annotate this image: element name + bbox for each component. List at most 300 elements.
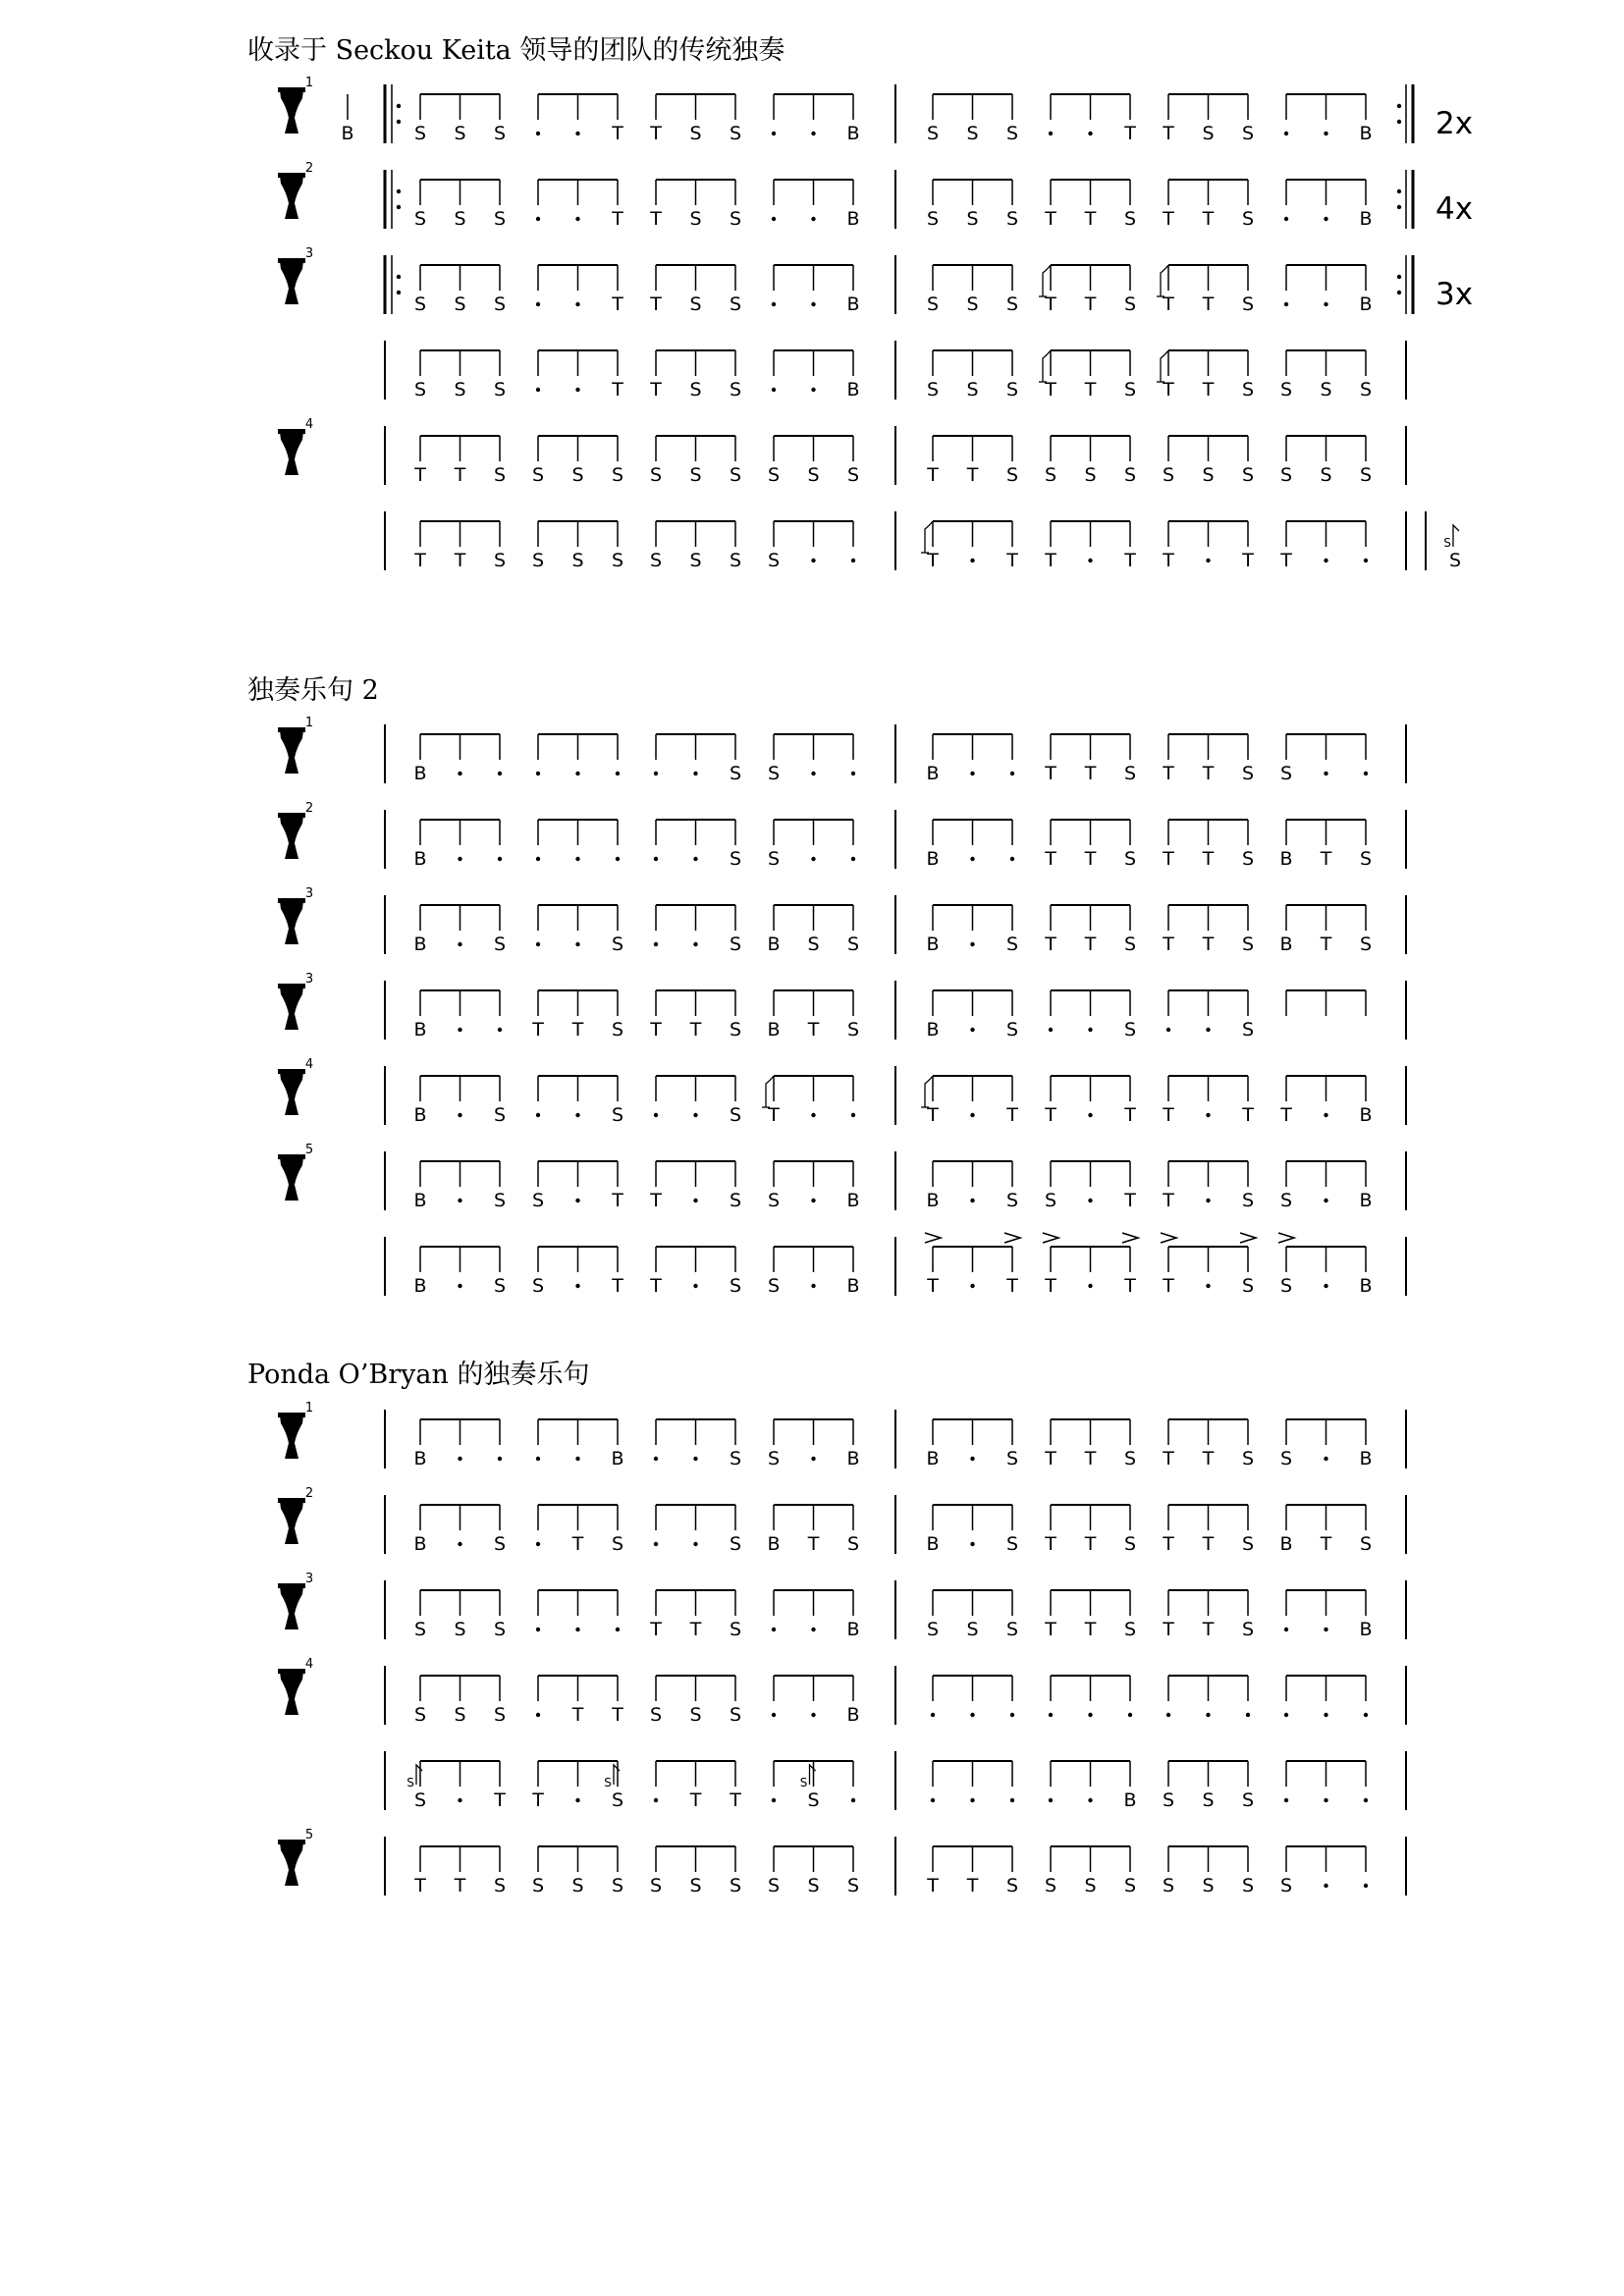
stroke-s: S: [767, 1190, 781, 1211]
stroke-s: S: [767, 763, 781, 784]
stroke-b: B: [926, 1448, 940, 1469]
stroke-s: S: [1084, 464, 1097, 486]
stroke-s: S: [493, 294, 507, 315]
stroke-s: S: [1241, 208, 1255, 230]
stroke-t: T: [1006, 550, 1018, 571]
stroke-t: T: [966, 1875, 979, 1896]
stroke-s: S: [1241, 934, 1255, 955]
rest-dot: [575, 1199, 579, 1202]
rest-dot: [1049, 1713, 1053, 1717]
rest-dot: [575, 302, 579, 306]
accent-mark: [1043, 1233, 1058, 1243]
stroke-s: S: [611, 464, 624, 486]
rest-dot: [536, 132, 540, 135]
stroke-s: S: [649, 550, 663, 571]
rest-dot: [1284, 1628, 1288, 1631]
stroke-s: S: [1005, 1875, 1019, 1896]
flam-s: S: [799, 1776, 808, 1789]
rest-dot: [1206, 1713, 1210, 1717]
djembe-drum-icon: [278, 898, 305, 944]
stroke-s: S: [1241, 1619, 1255, 1640]
djembe-drum-icon: [278, 1669, 305, 1715]
rest-dot: [1284, 1798, 1288, 1802]
djembe-drum-icon: [278, 1498, 305, 1544]
stroke-b: B: [341, 123, 354, 144]
stroke-t: T: [1045, 550, 1056, 571]
rest-dot: [1324, 1884, 1327, 1888]
stroke-b: B: [1123, 1789, 1137, 1811]
stroke-b: B: [846, 1704, 860, 1726]
stroke-t: T: [571, 1019, 584, 1041]
stroke-s: S: [1005, 1448, 1019, 1469]
rest-dot: [1364, 559, 1368, 562]
rest-dot: [851, 772, 855, 775]
stroke-s: S: [1005, 1533, 1019, 1555]
rest-dot: [772, 302, 776, 306]
rest-dot: [693, 1457, 697, 1461]
stroke-s: S: [1241, 123, 1255, 144]
rest-dot: [772, 1798, 776, 1802]
accent-mark: [1278, 1233, 1294, 1243]
rest-dot: [536, 1457, 540, 1461]
stroke-s: S: [611, 1019, 624, 1041]
stroke-s: S: [1320, 464, 1332, 486]
section-title-3: Ponda O’Bryan 的独奏乐句: [247, 1360, 590, 1390]
stroke-s: S: [493, 1104, 507, 1126]
rest-dot: [1088, 1199, 1092, 1202]
stroke-s: S: [1123, 1019, 1137, 1041]
stroke-t: T: [612, 123, 623, 144]
rest-dot: [458, 1199, 461, 1202]
stroke-s: S: [966, 208, 979, 230]
stroke-t: T: [612, 1190, 623, 1211]
rest-dot: [1010, 857, 1014, 861]
stroke-t: T: [1124, 123, 1136, 144]
stroke-b: B: [1279, 848, 1293, 870]
stroke-t: T: [927, 464, 939, 486]
stroke-t: T: [1202, 763, 1215, 784]
stroke-t: T: [612, 379, 623, 400]
stroke-s: S: [1241, 1019, 1255, 1041]
stroke-b: B: [926, 848, 940, 870]
stroke-t: T: [1202, 848, 1215, 870]
stroke-s: S: [966, 294, 979, 315]
rest-dot: [1166, 1028, 1170, 1032]
rest-dot: [654, 1113, 658, 1117]
stroke-s: S: [1359, 934, 1373, 955]
djembe-drum-icon: [278, 258, 305, 304]
stroke-s: S: [807, 934, 820, 955]
djembe-drum-icon: [278, 1413, 305, 1459]
rest-dot: [1324, 1628, 1327, 1631]
rest-dot: [970, 1199, 974, 1202]
stroke-b: B: [767, 1019, 781, 1041]
stroke-s: S: [1123, 1619, 1137, 1640]
repeat-count: 4x: [1435, 191, 1474, 227]
stroke-s: S: [767, 550, 781, 571]
rest-dot: [811, 772, 815, 775]
stroke-s: S: [611, 1104, 624, 1126]
stroke-t: T: [1006, 1104, 1018, 1126]
rest-dot: [1284, 217, 1288, 221]
rest-dot: [1166, 1713, 1170, 1717]
stroke-s: S: [729, 208, 742, 230]
stroke-s: S: [966, 123, 979, 144]
stroke-b: B: [413, 1190, 427, 1211]
stroke-s: S: [807, 1789, 820, 1811]
rest-dot: [458, 942, 461, 946]
stroke-s: S: [1448, 550, 1462, 571]
stroke-s: S: [571, 1875, 584, 1896]
rest-dot: [575, 1284, 579, 1288]
stroke-t: T: [1242, 1104, 1254, 1126]
rest-dot: [1324, 1798, 1327, 1802]
rest-dot: [811, 1713, 815, 1717]
stroke-t: T: [1163, 294, 1174, 315]
voice-number: 3: [304, 1572, 314, 1586]
voice-number: 1: [304, 76, 314, 90]
stroke-s: S: [1202, 123, 1215, 144]
stroke-b: B: [1359, 208, 1373, 230]
djembe-drum-icon: [278, 87, 305, 133]
rest-dot: [1206, 559, 1210, 562]
stroke-t: T: [1045, 763, 1056, 784]
stroke-s: S: [1279, 1448, 1293, 1469]
stroke-t: T: [1163, 123, 1174, 144]
stroke-s: S: [413, 1704, 427, 1726]
stroke-s: S: [493, 1275, 507, 1297]
djembe-drum-icon: [278, 429, 305, 475]
stroke-s: S: [611, 550, 624, 571]
stroke-s: S: [689, 1704, 702, 1726]
repeat-dot: [397, 189, 401, 193]
stroke-t: T: [454, 550, 466, 571]
grace-note: [1043, 350, 1051, 382]
rest-dot: [811, 1199, 815, 1202]
rest-dot: [1206, 1028, 1210, 1032]
rest-dot: [536, 857, 540, 861]
stroke-s: S: [1202, 1789, 1215, 1811]
grace-note: [1043, 265, 1051, 296]
stroke-b: B: [926, 1019, 940, 1041]
stroke-s: S: [493, 1875, 507, 1896]
stroke-b: B: [926, 1190, 940, 1211]
stroke-t: T: [571, 1533, 584, 1555]
stroke-b: B: [846, 1448, 860, 1469]
rest-dot: [970, 942, 974, 946]
rest-dot: [1206, 1284, 1210, 1288]
rest-dot: [1324, 132, 1327, 135]
accent-mark: [925, 1233, 941, 1243]
stroke-s: S: [729, 1275, 742, 1297]
stroke-s: S: [729, 1104, 742, 1126]
accent-mark: [1161, 1233, 1176, 1243]
repeat-dot: [1397, 120, 1401, 124]
stroke-t: T: [1202, 294, 1215, 315]
stroke-t: T: [650, 1019, 662, 1041]
grace-note: [1161, 350, 1168, 382]
rest-dot: [654, 857, 658, 861]
rest-dot: [1284, 132, 1288, 135]
djembe-drum-icon: [278, 984, 305, 1030]
stroke-t: T: [414, 550, 426, 571]
rest-dot: [616, 857, 620, 861]
stroke-s: S: [1241, 1275, 1255, 1297]
stroke-b: B: [1359, 1104, 1373, 1126]
stroke-t: T: [1084, 294, 1097, 315]
stroke-s: S: [729, 934, 742, 955]
stroke-t: T: [1045, 934, 1056, 955]
stroke-t: T: [1280, 1104, 1292, 1126]
stroke-s: S: [493, 1704, 507, 1726]
stroke-s: S: [493, 1619, 507, 1640]
rest-dot: [575, 1113, 579, 1117]
stroke-t: T: [1163, 379, 1174, 400]
stroke-s: S: [1359, 379, 1373, 400]
stroke-s: S: [1005, 123, 1019, 144]
rest-dot: [536, 1542, 540, 1546]
stroke-t: T: [1084, 1533, 1097, 1555]
rest-dot: [811, 1113, 815, 1117]
stroke-s: S: [1123, 1533, 1137, 1555]
repeat-dot: [397, 291, 401, 294]
stroke-s: S: [767, 1275, 781, 1297]
stroke-s: S: [729, 1019, 742, 1041]
rest-dot: [851, 857, 855, 861]
stroke-t: T: [612, 208, 623, 230]
rest-dot: [693, 1113, 697, 1117]
rest-dot: [811, 559, 815, 562]
stroke-t: T: [1202, 1619, 1215, 1640]
stroke-s: S: [729, 1875, 742, 1896]
rest-dot: [772, 132, 776, 135]
stroke-s: S: [1084, 1875, 1097, 1896]
stroke-b: B: [926, 763, 940, 784]
flam-note: [614, 1765, 620, 1785]
stroke-t: T: [532, 1789, 544, 1811]
stroke-s: S: [767, 1448, 781, 1469]
stroke-s: S: [1005, 464, 1019, 486]
stroke-t: T: [1045, 848, 1056, 870]
rest-dot: [851, 559, 855, 562]
rest-dot: [654, 942, 658, 946]
stroke-t: T: [650, 1619, 662, 1640]
rest-dot: [536, 1628, 540, 1631]
voice-number: 5: [304, 1143, 314, 1157]
stroke-b: B: [767, 1533, 781, 1555]
stroke-t: T: [1045, 1533, 1056, 1555]
stroke-s: S: [413, 379, 427, 400]
rest-dot: [1010, 1798, 1014, 1802]
stroke-t: T: [612, 1275, 623, 1297]
stroke-s: S: [493, 1533, 507, 1555]
stroke-s: S: [926, 1619, 940, 1640]
stroke-t: T: [650, 208, 662, 230]
stroke-s: S: [1005, 208, 1019, 230]
rest-dot: [693, 1199, 697, 1202]
stroke-s: S: [729, 848, 742, 870]
stroke-b: B: [846, 1190, 860, 1211]
stroke-s: S: [649, 1704, 663, 1726]
repeat-dot: [397, 205, 401, 209]
rest-dot: [811, 1457, 815, 1461]
stroke-t: T: [1084, 848, 1097, 870]
rest-dot: [693, 772, 697, 775]
rest-dot: [1364, 1798, 1368, 1802]
rest-dot: [1088, 1798, 1092, 1802]
stroke-b: B: [846, 294, 860, 315]
stroke-t: T: [1202, 1448, 1215, 1469]
stroke-s: S: [571, 550, 584, 571]
stroke-s: S: [966, 379, 979, 400]
rest-dot: [1324, 1113, 1327, 1117]
voice-number: 3: [304, 886, 314, 901]
rest-dot: [575, 1798, 579, 1802]
stroke-t: T: [1006, 1275, 1018, 1297]
rest-dot: [772, 217, 776, 221]
stroke-s: S: [729, 1190, 742, 1211]
stroke-s: S: [454, 208, 466, 230]
rest-dot: [1284, 302, 1288, 306]
stroke-s: S: [1044, 1190, 1057, 1211]
rest-dot: [654, 1798, 658, 1802]
accent-mark: [1240, 1233, 1256, 1243]
stroke-s: S: [611, 934, 624, 955]
stroke-t: T: [1163, 1533, 1174, 1555]
stroke-t: T: [768, 1104, 780, 1126]
rest-dot: [1206, 1199, 1210, 1202]
stroke-s: S: [1279, 763, 1293, 784]
stroke-t: T: [1163, 763, 1174, 784]
rest-dot: [1364, 1884, 1368, 1888]
stroke-t: T: [1320, 1533, 1332, 1555]
stroke-s: S: [649, 1875, 663, 1896]
voice-number: 3: [304, 246, 314, 261]
rest-dot: [693, 1284, 697, 1288]
stroke-s: S: [1279, 379, 1293, 400]
stroke-s: S: [1162, 1789, 1175, 1811]
rest-dot: [693, 857, 697, 861]
stroke-s: S: [611, 1875, 624, 1896]
stroke-s: S: [493, 379, 507, 400]
stroke-t: T: [1163, 1275, 1174, 1297]
stroke-t: T: [1163, 1448, 1174, 1469]
stroke-s: S: [1123, 763, 1137, 784]
stroke-t: T: [1124, 1190, 1136, 1211]
stroke-s: S: [1202, 1875, 1215, 1896]
stroke-s: S: [454, 123, 466, 144]
voice-number: 4: [304, 1657, 314, 1672]
stroke-s: S: [846, 934, 860, 955]
djembe-drum-icon: [278, 1069, 305, 1115]
djembe-drum-icon: [278, 173, 305, 219]
stroke-s: S: [493, 1190, 507, 1211]
stroke-b: B: [1359, 1448, 1373, 1469]
stroke-s: S: [454, 1619, 466, 1640]
rest-dot: [536, 1113, 540, 1117]
rest-dot: [1324, 772, 1327, 775]
djembe-drum-icon: [278, 813, 305, 859]
rest-dot: [1324, 302, 1327, 306]
rest-dot: [772, 1628, 776, 1631]
rest-dot: [575, 942, 579, 946]
stroke-s: S: [1005, 294, 1019, 315]
stroke-t: T: [966, 464, 979, 486]
rest-dot: [498, 1028, 502, 1032]
rest-dot: [575, 388, 579, 392]
stroke-t: T: [730, 1789, 741, 1811]
rest-dot: [811, 1628, 815, 1631]
grace-note: [1161, 265, 1168, 296]
stroke-s: S: [926, 379, 940, 400]
repeat-dot: [397, 275, 401, 279]
stroke-t: T: [1084, 1448, 1097, 1469]
stroke-t: T: [1124, 550, 1136, 571]
stroke-s: S: [611, 1533, 624, 1555]
repeat-dot: [397, 120, 401, 124]
rest-dot: [811, 388, 815, 392]
rest-dot: [811, 1284, 815, 1288]
djembe-drum-icon: [278, 727, 305, 774]
accent-mark: [1122, 1233, 1138, 1243]
stroke-t: T: [1242, 550, 1254, 571]
stroke-b: B: [413, 1448, 427, 1469]
grace-note: [925, 521, 933, 553]
rest-dot: [575, 772, 579, 775]
stroke-s: S: [1005, 1619, 1019, 1640]
rest-dot: [458, 1457, 461, 1461]
rest-dot: [1324, 559, 1327, 562]
stroke-b: B: [926, 934, 940, 955]
stroke-b: B: [413, 1275, 427, 1297]
stroke-s: S: [611, 1789, 624, 1811]
stroke-t: T: [689, 1019, 702, 1041]
stroke-s: S: [493, 208, 507, 230]
rest-dot: [1088, 1113, 1092, 1117]
stroke-t: T: [1084, 763, 1097, 784]
stroke-t: T: [454, 464, 466, 486]
stroke-s: S: [649, 464, 663, 486]
rest-dot: [931, 1798, 935, 1802]
stroke-t: T: [689, 1619, 702, 1640]
flam-note: [416, 1765, 422, 1785]
stroke-s: S: [1005, 1019, 1019, 1041]
rest-dot: [458, 1798, 461, 1802]
rest-dot: [1049, 1028, 1053, 1032]
stroke-t: T: [1163, 550, 1174, 571]
stroke-s: S: [1241, 1533, 1255, 1555]
stroke-b: B: [1359, 123, 1373, 144]
rest-dot: [1010, 772, 1014, 775]
stroke-s: S: [1359, 1533, 1373, 1555]
stroke-b: B: [846, 208, 860, 230]
flam-s: S: [1443, 536, 1451, 550]
stroke-s: S: [1005, 379, 1019, 400]
stroke-s: S: [1279, 1275, 1293, 1297]
stroke-t: T: [1045, 379, 1056, 400]
stroke-b: B: [1359, 1190, 1373, 1211]
stroke-t: T: [1202, 208, 1215, 230]
rest-dot: [970, 1798, 974, 1802]
rest-dot: [970, 1113, 974, 1117]
stroke-b: B: [767, 934, 781, 955]
stroke-b: B: [846, 123, 860, 144]
stroke-s: S: [1005, 1190, 1019, 1211]
rest-dot: [1049, 132, 1053, 135]
stroke-b: B: [1359, 1275, 1373, 1297]
stroke-b: B: [1279, 1533, 1293, 1555]
stroke-t: T: [1045, 208, 1056, 230]
